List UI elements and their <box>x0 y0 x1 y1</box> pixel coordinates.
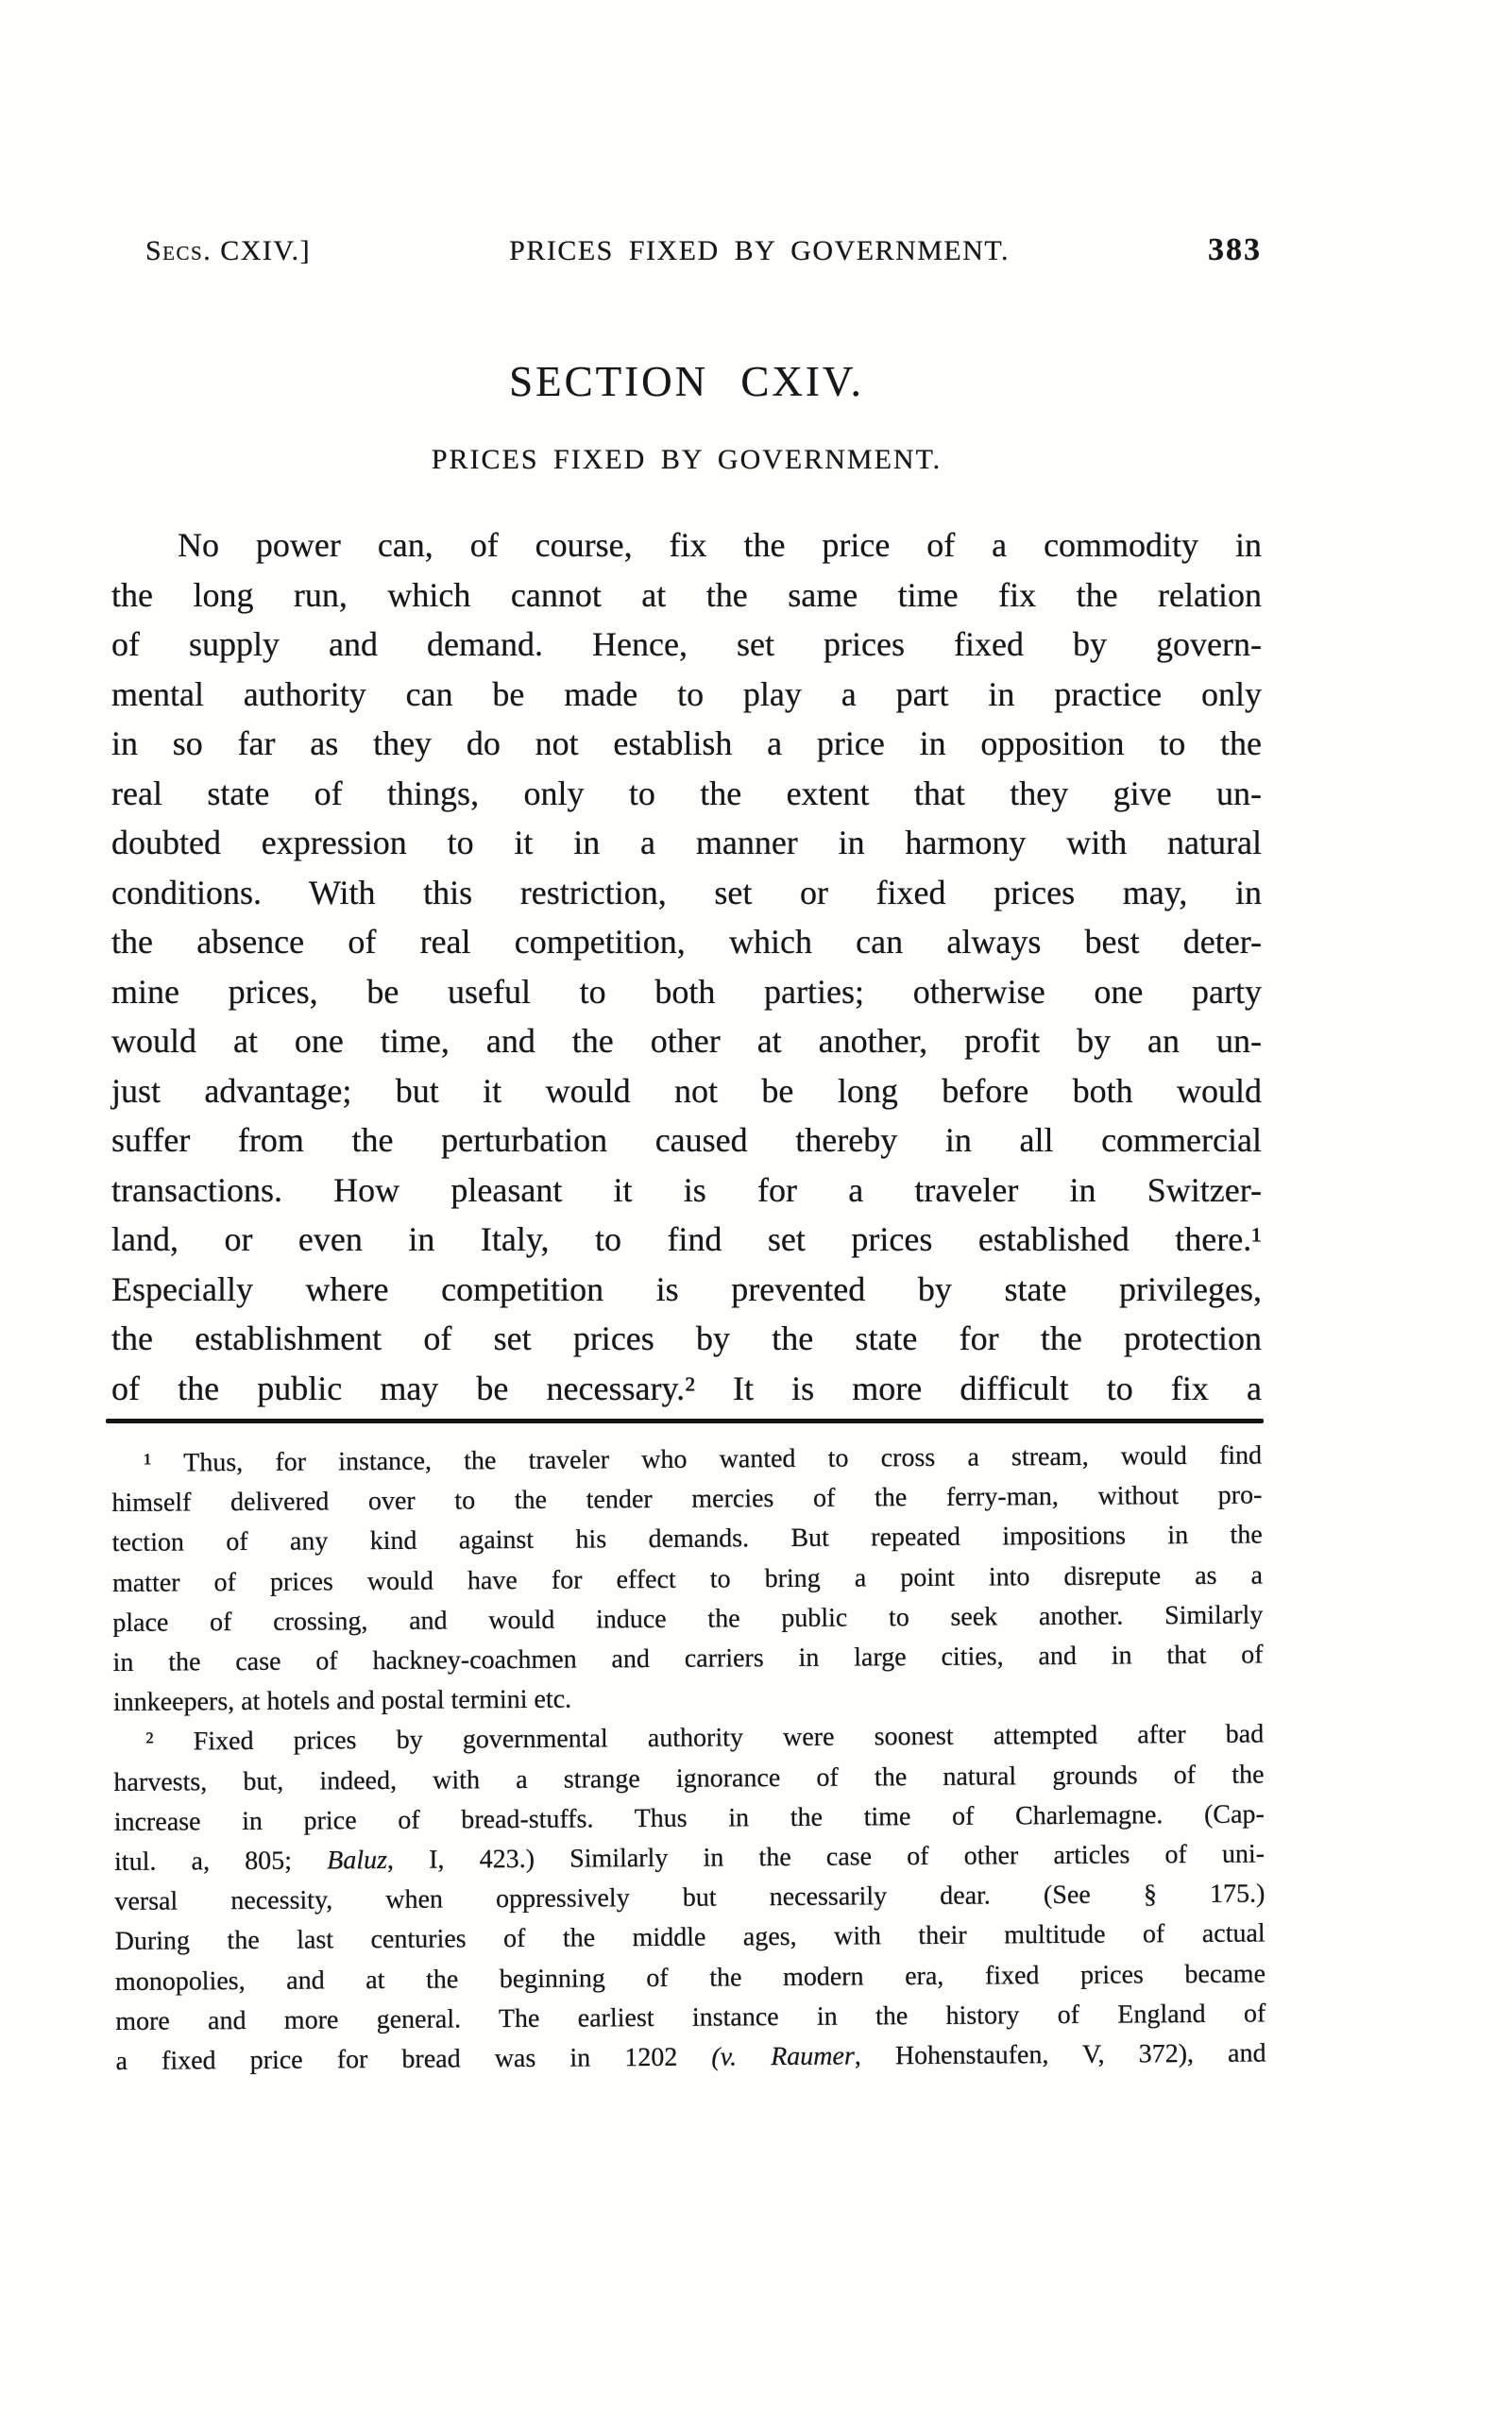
section-subtitle: PRICES FIXED BY GOVERNMENT. <box>431 444 943 475</box>
footnote-text-line: a fixed price for bread was in 1202 (v. Raumer, Hohenstaufen, V, 372), and <box>115 2038 1266 2077</box>
body-paragraph <box>111 520 1262 1413</box>
footnote-text-line: During the last centuries of the middle ages, with their multitude of actual <box>114 1918 1266 1957</box>
running-head-title: PRICES FIXED BY GOVERNMENT. <box>509 235 1010 266</box>
footnote-text-line: matter of prices would have for effect to bring a point into disrepute as a <box>111 1560 1264 1598</box>
running-head <box>111 232 1262 268</box>
body-text-line: suffer from the perturbation caused thereby in all commercial <box>111 1121 1262 1159</box>
body-text-line: real state of things, only to the extent that they give un- <box>111 774 1262 812</box>
footnotes <box>111 1436 1266 2082</box>
body-text-line: transactions. How pleasant it is for a traveler in Switzer- <box>111 1170 1262 1209</box>
footnote-text-line: harvests, but, indeed, with a strange ignorance of the natural grounds of the <box>113 1760 1265 1797</box>
footnote-text-line: monopolies, and at the beginning of the modern era, fixed prices became <box>114 1959 1266 1997</box>
body-text-line: of supply and demand. Hence, set prices fixed by govern- <box>111 625 1262 663</box>
body-text-line: the absence of real competition, which can always best deter- <box>111 923 1262 961</box>
body-text-line: in so far as they do not establish a price in opposition to the <box>111 724 1262 762</box>
footnote-separator-rule <box>106 1419 1264 1423</box>
footnote-text-line: versal necessity, when oppressively but necessarily dear. (See § 175.) <box>114 1879 1266 1917</box>
footnote-text-line: in the case of hackney-coachmen and carriers in large cities, and in that of <box>112 1640 1264 1678</box>
footnote-text-line: innkeepers, at hotels and postal termini etc. <box>112 1684 572 1718</box>
body-text-line: just advantage; but it would not be long before both would <box>111 1071 1262 1110</box>
body-text-line: would at one time, and the other at another, profit by an un- <box>111 1022 1262 1060</box>
body-text-line: land, or even in Italy, to find set prices established there.¹ <box>111 1220 1262 1258</box>
body-text-line: mental authority can be made to play a part in practice only <box>111 674 1262 713</box>
body-text-line: Especially where competition is prevented by state privileges, <box>111 1269 1262 1308</box>
footnote-text-line: more and more general. The earliest instance in the history of England of <box>115 1999 1266 2036</box>
body-text-line: the long run, which cannot at the same time fix the relation <box>111 575 1262 614</box>
body-text-line: conditions. With this restriction, set or fixed prices may, in <box>111 873 1262 911</box>
footnote-text-line: ¹ Thus, for instance, the traveler who wanted to cross a stream, would find <box>144 1440 1263 1478</box>
body-text-line: No power can, of course, fix the price of a commodity in <box>178 526 1262 564</box>
footnote-text-line: ² Fixed prices by governmental authority were soonest attempted after bad <box>145 1719 1265 1758</box>
footnote-text-line: itul. a, 805; Baluz, I, 423.) Similarly in the case of other articles of uni- <box>113 1839 1266 1878</box>
body-text-line: mine prices, be useful to both parties; otherwise one party <box>111 972 1262 1011</box>
section-title: SECTION CXIV. <box>509 358 864 405</box>
body-text-line: of the public may be necessary.² It is more difficult to fix a <box>111 1369 1262 1407</box>
running-head-section: Secs. CXIV.] <box>145 235 312 266</box>
footnote-text-line: himself delivered over to the tender mercies of the ferry-man, without pro- <box>111 1480 1263 1519</box>
body-text-line: the establishment of set prices by the state for the protection <box>111 1319 1262 1357</box>
footnote-text-line: tection of any kind against his demands. But repeated impositions in the <box>111 1520 1263 1558</box>
body-text-line: doubted expression to it in a manner in harmony with natural <box>111 824 1262 861</box>
footnote-text-line: place of crossing, and would induce the public to seek another. Similarly <box>112 1600 1264 1638</box>
page-number: 383 <box>1207 232 1262 267</box>
footnote-text-line: increase in price of bread-stuffs. Thus in the time of Charlemagne. (Cap- <box>113 1799 1265 1837</box>
